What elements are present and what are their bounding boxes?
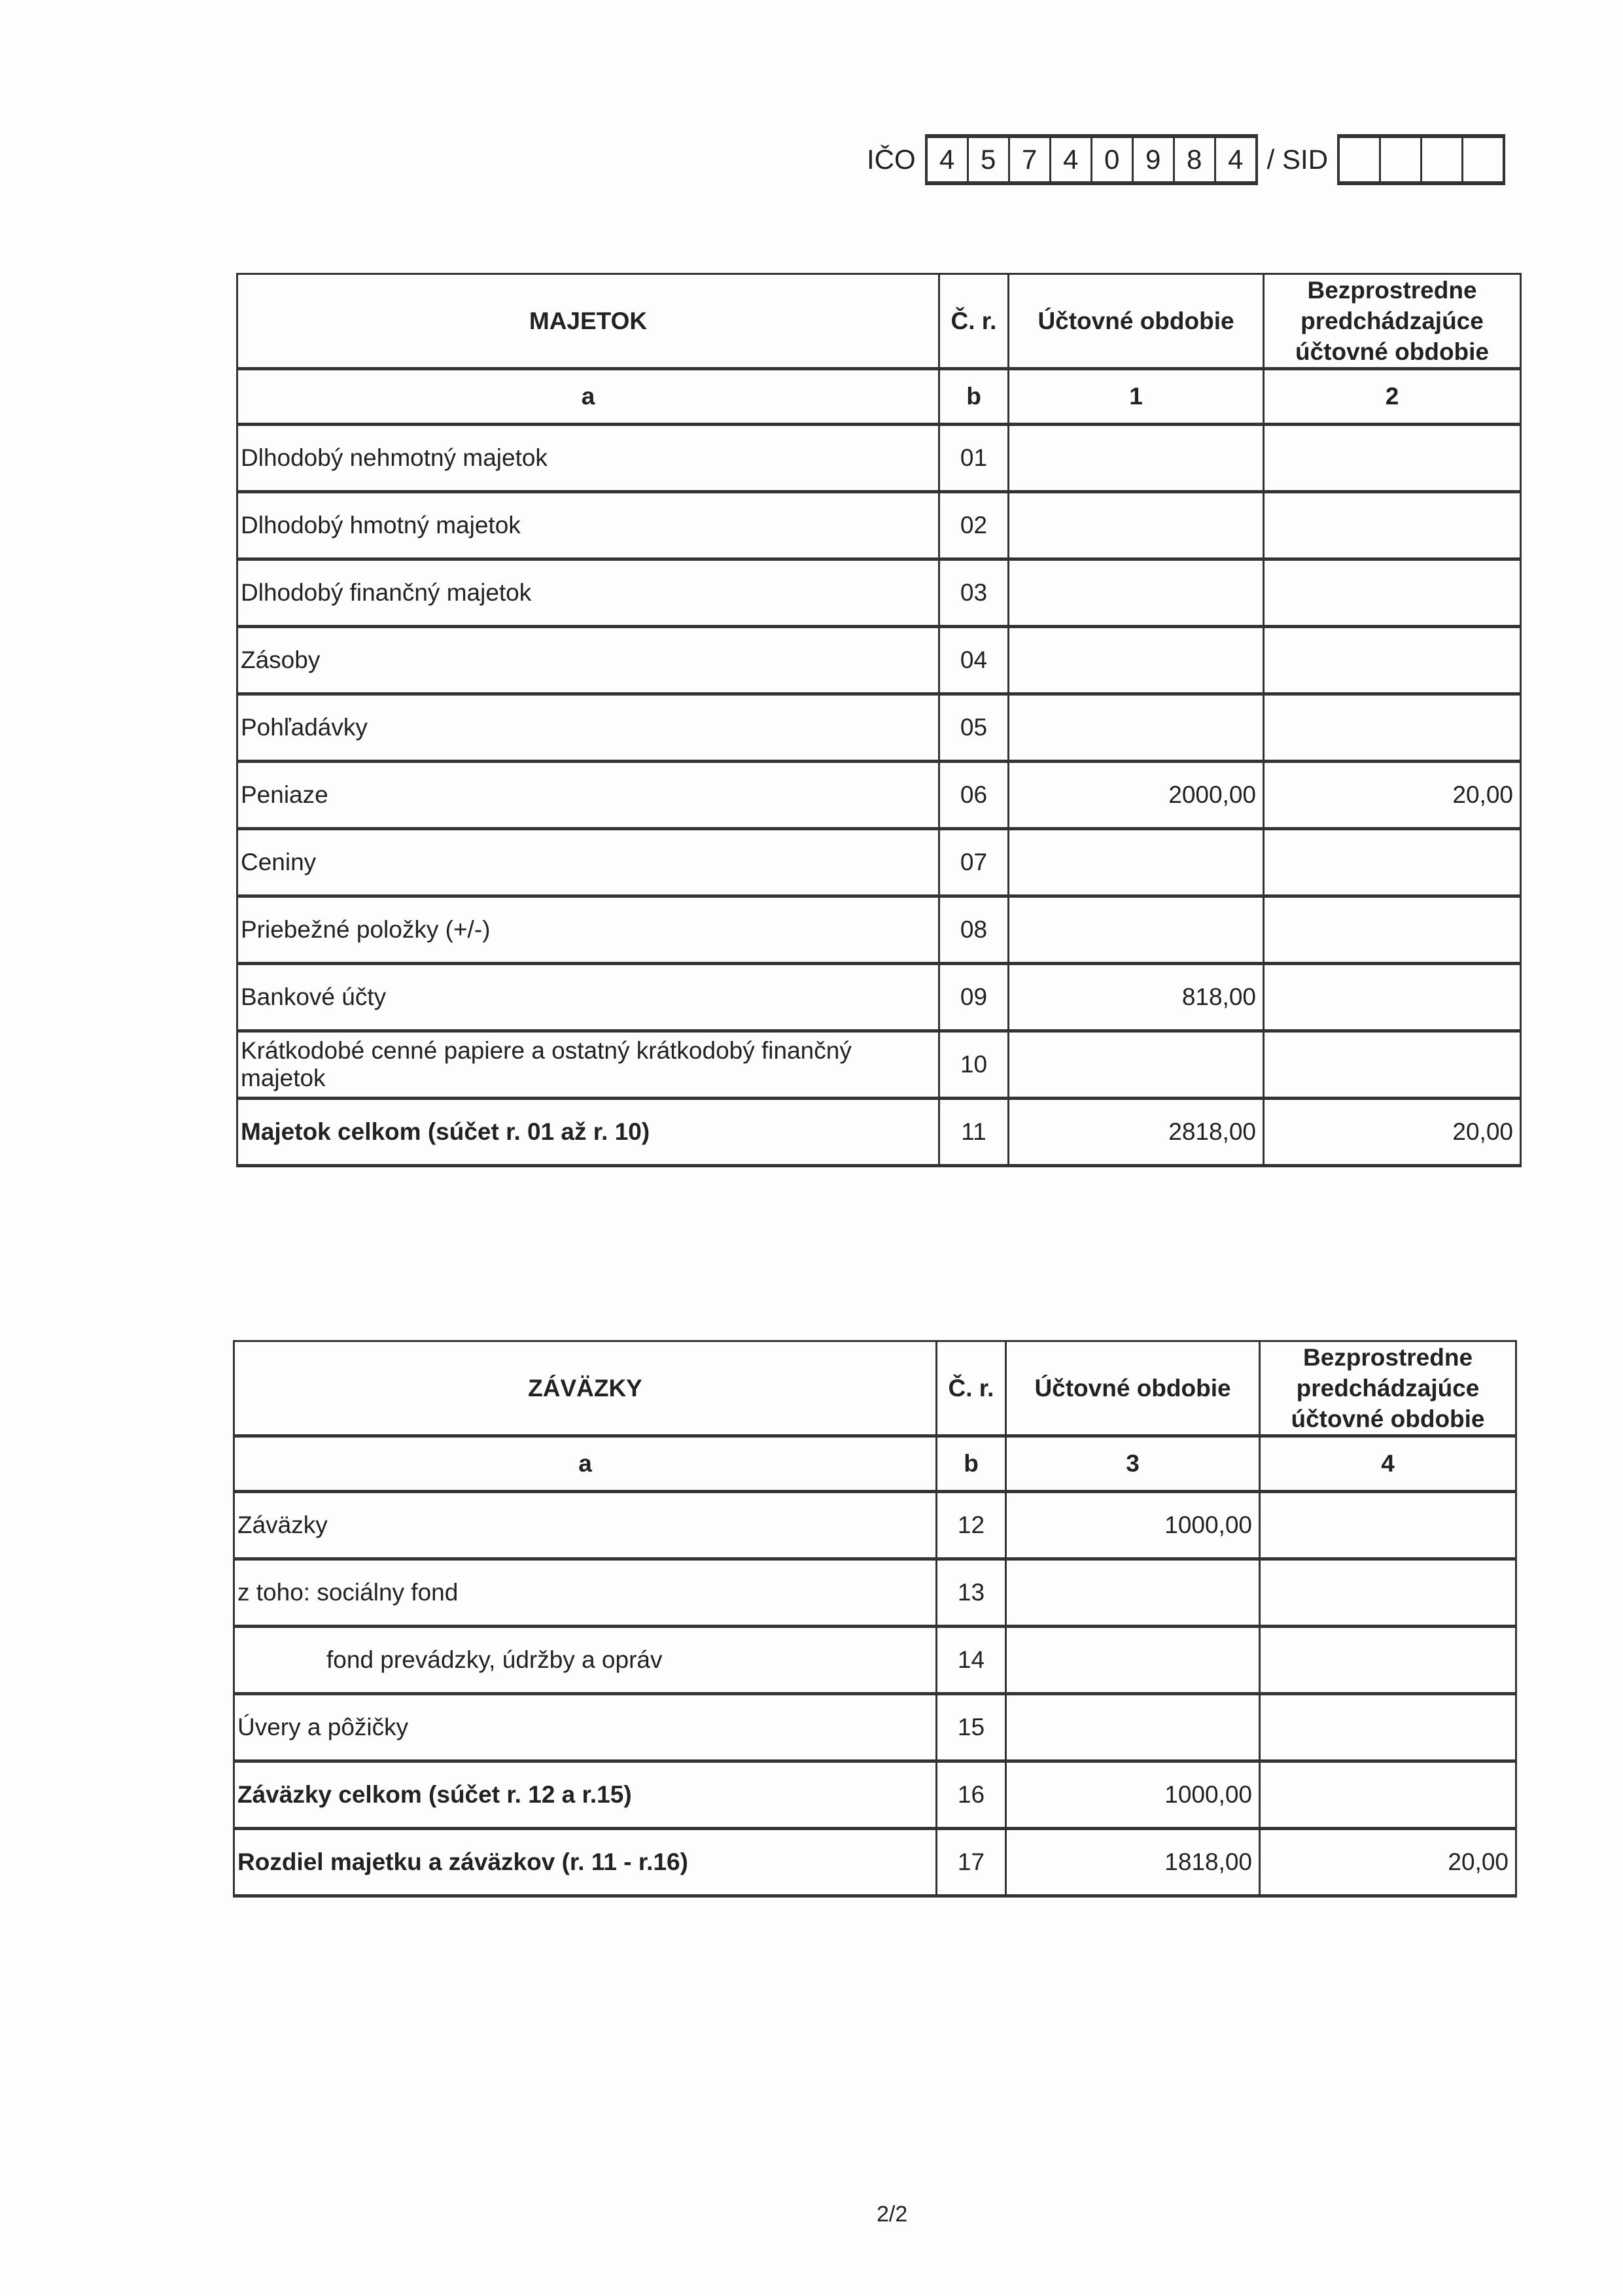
current-period-value: 1818,00 xyxy=(1006,1829,1260,1896)
sub-b: b xyxy=(939,369,1009,425)
header-zavazky: ZÁVÄZKY xyxy=(234,1341,937,1436)
row-number: 02 xyxy=(939,492,1009,559)
table-row xyxy=(234,1761,1516,1829)
table-row xyxy=(237,896,1521,964)
row-label: Priebežné položky (+/-) xyxy=(237,896,939,964)
row-label: z toho: sociálny fond xyxy=(234,1559,937,1627)
sub-2: 2 xyxy=(1264,369,1521,425)
sub-4: 4 xyxy=(1260,1436,1516,1492)
table-row xyxy=(237,627,1521,694)
row-number: 09 xyxy=(939,964,1009,1031)
row-number: 12 xyxy=(937,1492,1006,1559)
previous-period-value xyxy=(1260,1694,1516,1761)
row-label: Bankové účty xyxy=(237,964,939,1031)
row-label: Zásoby xyxy=(237,627,939,694)
current-period-value xyxy=(1009,559,1264,627)
table-row xyxy=(234,1559,1516,1627)
table-row xyxy=(237,425,1521,492)
current-period-value xyxy=(1009,829,1264,896)
table-row xyxy=(237,829,1521,896)
row-label: Majetok celkom (súčet r. 01 až r. 10) xyxy=(237,1099,939,1166)
row-label: Krátkodobé cenné papiere a ostatný krátkodobý finančný majetok xyxy=(237,1031,939,1099)
ico-digit-box: 4 xyxy=(1227,144,1244,175)
previous-period-value xyxy=(1264,425,1521,492)
current-period-value xyxy=(1009,492,1264,559)
table-row xyxy=(234,1829,1516,1896)
header-majetok: MAJETOK xyxy=(237,274,939,369)
sid-digit-box xyxy=(1381,138,1422,181)
row-label: Rozdiel majetku a záväzkov (r. 11 - r.16) xyxy=(234,1829,937,1896)
header-cr: Č. r. xyxy=(937,1341,1006,1436)
current-period-value xyxy=(1009,1031,1264,1099)
sub-a: a xyxy=(237,369,939,425)
row-number: 15 xyxy=(937,1694,1006,1761)
table-row xyxy=(237,1031,1521,1099)
header-period: Účtovné obdobie xyxy=(1009,274,1264,369)
sid-digit-box xyxy=(1463,138,1503,181)
previous-period-value: 20,00 xyxy=(1260,1829,1516,1896)
row-number: 04 xyxy=(939,627,1009,694)
row-number: 01 xyxy=(939,425,1009,492)
ico-digit-box: 4 xyxy=(928,138,969,181)
ico-digit-box: 4 xyxy=(1051,138,1092,181)
row-number: 08 xyxy=(939,896,1009,964)
previous-period-value xyxy=(1264,896,1521,964)
header-cr: Č. r. xyxy=(939,274,1009,369)
ico-header xyxy=(867,134,1514,185)
sid-boxes xyxy=(1337,134,1505,185)
ico-boxes xyxy=(925,134,1258,185)
row-number: 11 xyxy=(939,1099,1009,1166)
current-period-value: 1000,00 xyxy=(1006,1761,1260,1829)
ico-label: IČO xyxy=(867,144,916,175)
row-number: 17 xyxy=(937,1829,1006,1896)
header-prev-period: Bezprostredne predchádzajúce účtovné obdobie xyxy=(1260,1341,1516,1436)
current-period-value: 1000,00 xyxy=(1006,1492,1260,1559)
sid-label: / SID xyxy=(1266,144,1329,175)
row-number: 05 xyxy=(939,694,1009,762)
sub-3: 3 xyxy=(1006,1436,1260,1492)
previous-period-value xyxy=(1264,1031,1521,1099)
current-period-value: 2818,00 xyxy=(1009,1099,1264,1166)
ico-digit-box: 5 xyxy=(969,138,1010,181)
previous-period-value xyxy=(1264,694,1521,762)
row-label: Pohľadávky xyxy=(237,694,939,762)
table-row xyxy=(237,694,1521,762)
ico-digit-box: 9 xyxy=(1134,138,1175,181)
sub-a: a xyxy=(234,1436,937,1492)
row-label: Peniaze xyxy=(237,762,939,829)
table-row xyxy=(234,1492,1516,1559)
table-row xyxy=(234,1694,1516,1761)
majetok-table xyxy=(236,273,1522,1167)
previous-period-value xyxy=(1264,964,1521,1031)
current-period-value xyxy=(1006,1559,1260,1627)
current-period-value xyxy=(1009,896,1264,964)
previous-period-value xyxy=(1264,492,1521,559)
previous-period-value xyxy=(1260,1559,1516,1627)
row-number: 13 xyxy=(937,1559,1006,1627)
current-period-value xyxy=(1009,425,1264,492)
current-period-value: 2000,00 xyxy=(1009,762,1264,829)
current-period-value xyxy=(1009,694,1264,762)
current-period-value xyxy=(1009,627,1264,694)
row-number: 07 xyxy=(939,829,1009,896)
ico-digit-box: 7 xyxy=(1010,138,1051,181)
previous-period-value xyxy=(1260,1492,1516,1559)
row-number: 14 xyxy=(937,1627,1006,1694)
row-label: Dlhodobý finančný majetok xyxy=(237,559,939,627)
ico-digit-box: 0 xyxy=(1092,138,1134,181)
previous-period-value xyxy=(1264,829,1521,896)
page-number: 2/2 xyxy=(877,2202,908,2227)
header-period: Účtovné obdobie xyxy=(1006,1341,1260,1436)
row-label: Záväzky xyxy=(234,1492,937,1559)
table-row xyxy=(237,964,1521,1031)
ico-digit-box: 8 xyxy=(1175,138,1216,181)
sid-digit-box xyxy=(1340,138,1381,181)
table-row xyxy=(234,1627,1516,1694)
zavazky-table xyxy=(233,1340,1517,1898)
row-number: 10 xyxy=(939,1031,1009,1099)
row-label: Záväzky celkom (súčet r. 12 a r.15) xyxy=(234,1761,937,1829)
current-period-value: 818,00 xyxy=(1009,964,1264,1031)
previous-period-value: 20,00 xyxy=(1264,1099,1521,1166)
table-row xyxy=(237,492,1521,559)
header-prev-period: Bezprostredne predchádzajúce účtovné obdobie xyxy=(1264,274,1521,369)
sub-b: b xyxy=(937,1436,1006,1492)
previous-period-value xyxy=(1264,627,1521,694)
current-period-value xyxy=(1006,1627,1260,1694)
sub-1: 1 xyxy=(1009,369,1264,425)
previous-period-value: 20,00 xyxy=(1264,762,1521,829)
row-label: Úvery a pôžičky xyxy=(234,1694,937,1761)
sid-digit-box xyxy=(1422,138,1463,181)
table-row xyxy=(237,559,1521,627)
row-number: 06 xyxy=(939,762,1009,829)
table-row xyxy=(237,762,1521,829)
row-number: 03 xyxy=(939,559,1009,627)
row-label: Dlhodobý nehmotný majetok xyxy=(237,425,939,492)
row-label: Dlhodobý hmotný majetok xyxy=(237,492,939,559)
table-row xyxy=(237,1099,1521,1166)
row-label: fond prevádzky, údržby a opráv xyxy=(234,1627,937,1694)
row-label: Ceniny xyxy=(237,829,939,896)
row-number: 16 xyxy=(937,1761,1006,1829)
previous-period-value xyxy=(1264,559,1521,627)
previous-period-value xyxy=(1260,1761,1516,1829)
previous-period-value xyxy=(1260,1627,1516,1694)
current-period-value xyxy=(1006,1694,1260,1761)
